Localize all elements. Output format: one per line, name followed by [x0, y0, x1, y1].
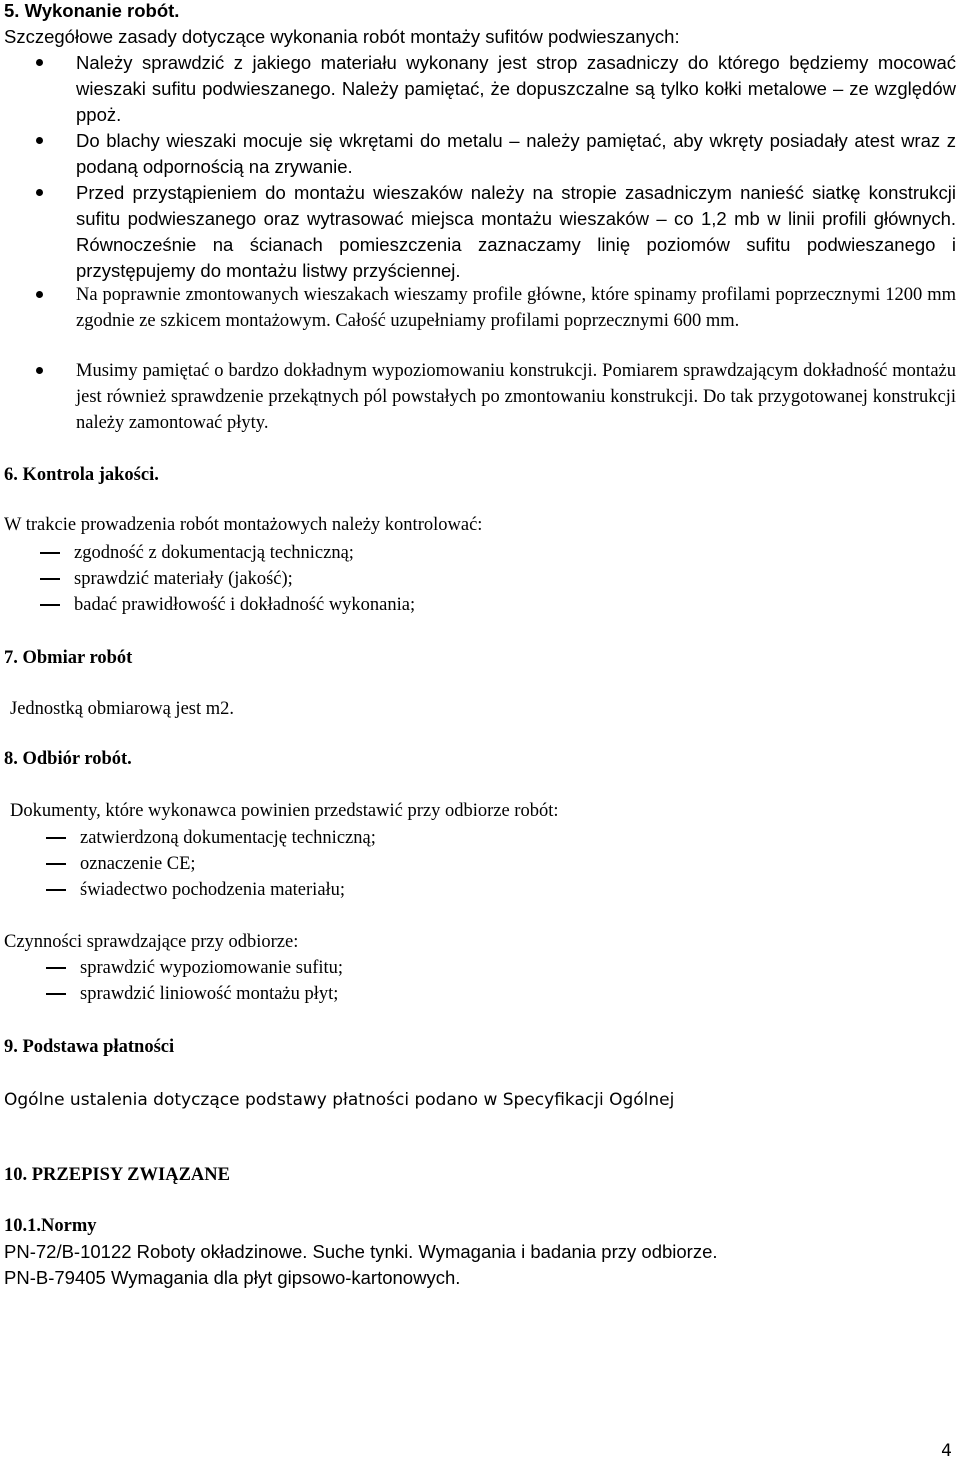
list-item-text: Należy sprawdzić z jakiego materiału wykonany jest strop zasadniczy do którego będziemy mocować wieszaki sufitu podwieszanego. Należy pamiętać, że dopuszczalne są tylko kołki metalowe – ze względów ppoż.	[76, 52, 956, 125]
list-item	[74, 592, 956, 618]
section-7-heading: 7. Obmiar robót	[4, 648, 133, 668]
list-item-text: badać prawidłowość i dokładność wykonania;	[74, 595, 416, 615]
list-item	[76, 282, 956, 334]
section-8-intro-2: Czynności sprawdzające przy odbiorze:	[4, 932, 299, 952]
section-10-heading: 10. PRZEPISY ZWIĄZANE	[4, 1165, 230, 1185]
dash-icon	[40, 578, 60, 580]
list-item	[80, 877, 956, 903]
section-5-intro: Szczegółowe zasady dotyczące wykonania robót montaży sufitów podwieszanych:	[4, 26, 680, 47]
list-item-text: sprawdzić liniowość montażu płyt;	[80, 984, 339, 1004]
list-item	[80, 955, 956, 981]
section-8-heading: 8. Odbiór robót.	[4, 749, 132, 769]
list-item	[76, 358, 956, 436]
section-7-text: Jednostką obmiarową jest m2.	[10, 699, 235, 719]
list-item-text: zgodność z dokumentacją techniczną;	[74, 543, 354, 563]
section-10-1-heading: 10.1.Normy	[4, 1216, 97, 1236]
norm-item: PN-B-79405 Wymagania dla płyt gipsowo-kartonowych.	[4, 1267, 461, 1288]
dash-icon	[46, 967, 66, 969]
list-item	[74, 566, 956, 592]
dash-icon	[46, 993, 66, 995]
page-number: 4	[941, 1441, 952, 1461]
section-6-heading: 6. Kontrola jakości.	[4, 465, 159, 485]
list-item	[76, 128, 956, 180]
section-9-heading: 9. Podstawa płatności	[4, 1037, 175, 1057]
list-item	[74, 540, 956, 566]
bullet-icon	[36, 59, 43, 66]
list-item-text: sprawdzić materiały (jakość);	[74, 569, 293, 589]
dash-icon	[40, 604, 60, 606]
section-5-heading: 5. Wykonanie robót.	[4, 0, 180, 21]
dash-icon	[46, 863, 66, 865]
list-item-text: Do blachy wieszaki mocuje się wkrętami do metalu – należy pamiętać, aby wkręty posiadały atest wraz z podaną odpornością na zrywanie.	[76, 130, 956, 177]
list-item	[80, 981, 956, 1007]
bullet-icon	[36, 137, 43, 144]
list-item	[76, 50, 956, 128]
list-item	[80, 825, 956, 851]
list-item-text: Na poprawnie zmontowanych wieszakach wieszamy profile główne, które spinamy profilami poprzecznymi 1200 mm zgodnie ze szkicem montażowym. Całość uzupełniamy profilami poprzecznymi 600 mm.	[76, 285, 956, 331]
list-item-text: oznaczenie CE;	[80, 854, 196, 874]
norm-item: PN-72/B-10122 Roboty okładzinowe. Suche tynki. Wymagania i badania przy odbiorze.	[4, 1241, 718, 1262]
list-item-text: sprawdzić wypoziomowanie sufitu;	[80, 958, 344, 978]
bullet-icon	[36, 291, 43, 298]
section-9-text: Ogólne ustalenia dotyczące podstawy płatności podano w Specyfikacji Ogólnej	[4, 1090, 675, 1110]
list-item-text: świadectwo pochodzenia materiału;	[80, 880, 346, 900]
bullet-icon	[36, 367, 43, 374]
section-6-intro: W trakcie prowadzenia robót montażowych należy kontrolować:	[4, 515, 483, 535]
dash-icon	[46, 837, 66, 839]
bullet-icon	[36, 189, 43, 196]
list-item-text: Przed przystąpieniem do montażu wieszaków należy na stropie zasadniczym nanieść siatkę konstrukcji sufitu podwieszanego oraz wytrasować miejsca montażu wieszaków – co 1,2 mb w linii profili głównych. Równocześnie na ścianach pomieszczenia zaznaczamy linię poziomów sufitu podwieszanego i przystępujemy do montażu listwy przyściennej.	[76, 182, 956, 281]
section-8-intro: Dokumenty, które wykonawca powinien przedstawić przy odbiorze robót:	[10, 801, 559, 821]
dash-icon	[46, 889, 66, 891]
dash-icon	[40, 552, 60, 554]
list-item	[80, 851, 956, 877]
list-item-text: zatwierdzoną dokumentację techniczną;	[80, 828, 376, 848]
list-item	[76, 180, 956, 284]
list-item-text: Musimy pamiętać o bardzo dokładnym wypoziomowaniu konstrukcji. Pomiarem sprawdzającym dokładność montażu jest również sprawdzenie przekątnych pól powstałych po zmontowaniu konstrukcji. Do tak przygotowanej konstrukcji należy zamontować płyty.	[76, 361, 956, 433]
